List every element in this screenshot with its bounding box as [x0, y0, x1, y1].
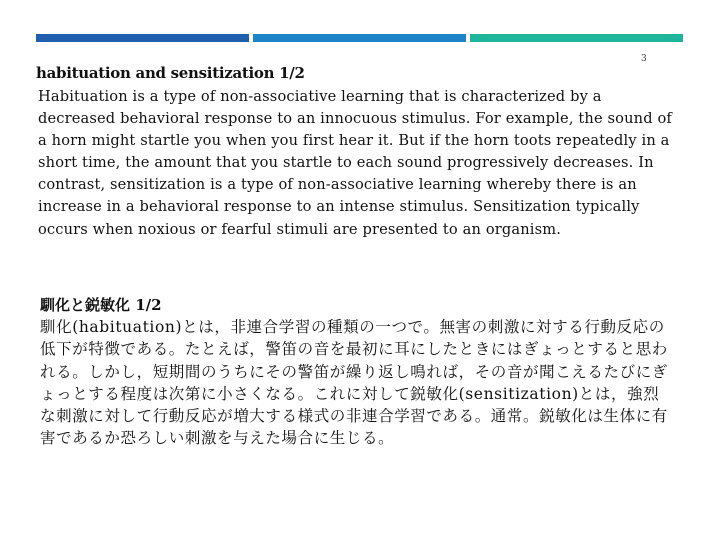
header-bar-segment-2	[253, 34, 466, 42]
english-title: habituation and sensitization 1/2	[36, 64, 305, 82]
english-paragraph: Habituation is a type of non-associative learning that is characterized by a decreased behavioral response to an innocuous stimulus. For example, the sound of a horn might startle you when you first hear it. But if the horn toots repeatedly in a short time, the amount that you startle to each sound progressively decreases. In contrast, sensitization is a type of non-associative learning whereby there is an increase in a behavioral response to an intense stimulus. Sensitization typically occurs when noxious or fearful stimuli are presented to an organism.	[38, 88, 672, 238]
japanese-title: 馴化と鋭敏化 1/2	[40, 296, 162, 314]
header-color-bar	[36, 34, 683, 42]
page-number: 3	[641, 54, 647, 64]
header-bar-segment-1	[36, 34, 249, 42]
japanese-paragraph: 馴化(habituation)とは，非連合学習の種類の一つで。無害の刺激に対する行動反応の低下が特徴である。たとえば，警笛の音を最初に耳にしたときにはぎょっとすると思われる。しかし，短期間のうちにその警笛が繰り返し鳴れば，その音が聞こえるたびにぎょっとする程度は次第に小さくなる。これに対して鋭敏化(sensitization)とは，強烈な刺激に対して行動反応が増大する様式の非連合学習である。通常。鋭敏化は生体に有害であるか恐ろしい刺激を与えた場合に生じる。	[40, 318, 668, 448]
header-bar-segment-3	[470, 34, 683, 42]
